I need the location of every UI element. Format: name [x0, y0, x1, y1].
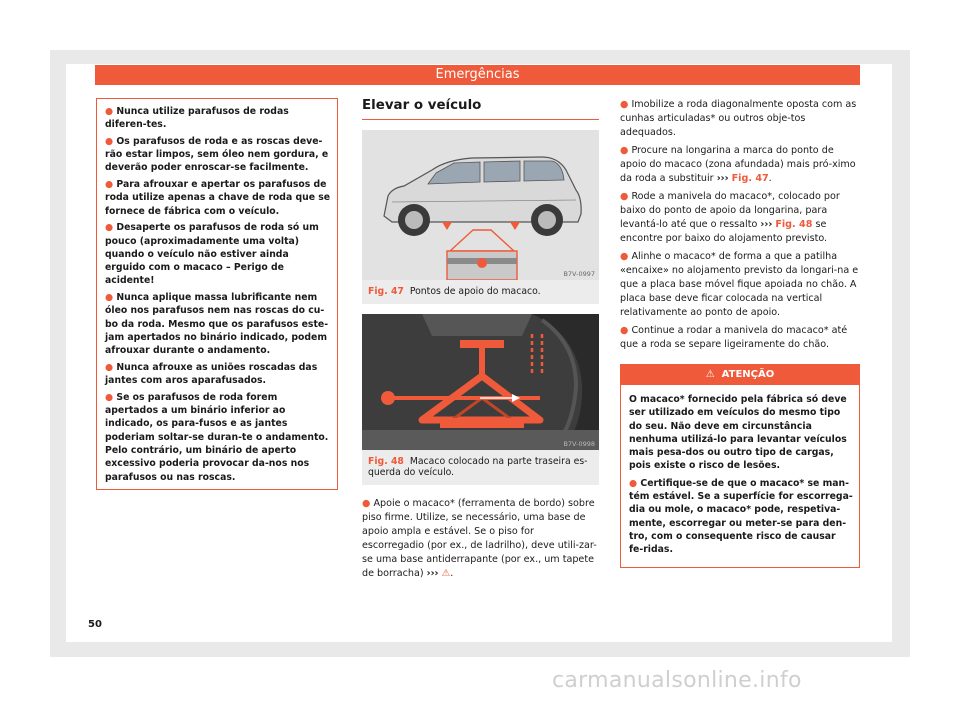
- bullet-icon: ●: [105, 222, 114, 234]
- attention-body: [621, 385, 859, 567]
- warning-item: ● Para afrouxar e apertar os parafusos de roda utilize apenas a chave de roda que se fornece de fábrica com o veículo.: [105, 179, 331, 217]
- attention-box: [620, 364, 860, 568]
- warning-triangle-icon: ⚠: [705, 369, 715, 380]
- car-jack-points-illustration: [362, 130, 599, 280]
- warning-item: ● Desaperte os parafusos de roda só um pouco (aproximadamente uma volta) quando o veículo não estiver ainda erguido com o macaco – Perigo de acidente!: [105, 222, 319, 287]
- figure-label: Fig. 48: [368, 455, 404, 467]
- bullet-icon: ●: [105, 179, 114, 191]
- figure-caption: Fig. 47 Pontos de apoio do macaco.: [368, 286, 541, 297]
- bullet-icon: ●: [620, 251, 629, 262]
- warning-item: ● Os parafusos de roda e as roscas deve-rão estar limpos, sem óleo nem gordura, e deverão poder enroscar-se facilmente.: [105, 135, 329, 174]
- bullet-icon: ●: [629, 477, 638, 489]
- cross-ref-arrows: ›››: [426, 567, 439, 579]
- right-column: [620, 98, 860, 568]
- warning-item: ● Nunca utilize parafusos de rodas diferen-tes.: [105, 106, 289, 131]
- attention-paragraph: O macaco* fornecido pela fábrica só deve ser utilizado em veículos do mesmo tipo do seu. Não deve em circunstância nenhuma utilizá-lo para levantar veículos mais pesa-dos ou outro tipo de cargas, pois existe o risco de lesões.: [629, 394, 847, 472]
- page-number: 50: [88, 619, 102, 630]
- warning-triangle-icon: ⚠: [441, 567, 451, 579]
- watermark: carmanualsonline.info: [552, 668, 802, 693]
- left-warning-box: [96, 98, 338, 490]
- section-title: Elevar o veículo: [362, 98, 599, 120]
- figure-47: [362, 130, 599, 304]
- figure-reference: Fig. 47: [731, 173, 769, 184]
- step-item: ● Alinhe o macaco* de forma a que a patilha «encaixe» no alojamento previsto da longari-na e que a placa base móvel fique apoiada no chão. A placa base deve ficar colocada na vertical relativamente ao ponto de apoio.: [620, 251, 859, 318]
- warning-item: ● Nunca afrouxe as uniões roscadas das jantes com aros aparafusados.: [105, 361, 318, 387]
- step-item: ● Imobilize a roda diagonalmente oposta com as cunhas articuladas* ou outros obje-tos adequados.: [620, 99, 857, 138]
- bullet-icon: ●: [105, 135, 114, 147]
- bullet-icon: ●: [620, 325, 629, 336]
- figure-label: Fig. 47: [368, 286, 404, 297]
- step-item: ● Procure na longarina a marca do ponto de apoio do macaco (zona afundada) mais pró-ximo da roda a substituir ››› Fig. 47.: [620, 145, 856, 184]
- step-apoie-macaco: ● Apoie o macaco* (ferramenta de bordo) sobre piso firme. Utilize, se necessário, uma base de apoio ampla e estável. Se o piso for escorregadio (por ex., de ladrilho), deve utili-zar-se uma base antiderrapante (por ex., um tapete de borracha) ››› ⚠.: [362, 497, 597, 579]
- step-item: ● Rode a manivela do macaco*, colocado por baixo do ponto de apoio da longarina, para levantá-lo até que o ressalto ››› Fig. 48 se encontre por baixo do alojamento previsto.: [620, 191, 840, 244]
- car-illustration-svg: [362, 130, 599, 280]
- cross-ref-arrows: ›››: [716, 173, 729, 184]
- jack-illustration-svg: [362, 314, 599, 450]
- bullet-icon: ●: [105, 361, 114, 373]
- jack-placement-illustration: [362, 314, 599, 450]
- figure-caption: Fig. 48 Macaco colocado na parte traseira es-querda do veículo.: [368, 455, 588, 478]
- cross-ref-arrows: ›››: [760, 219, 773, 230]
- bullet-icon: ●: [105, 106, 114, 117]
- figure-48: [362, 314, 599, 485]
- bullet-icon: ●: [620, 99, 629, 110]
- bullet-icon: ●: [105, 391, 114, 403]
- attention-bullet: ● Certifique-se de que o macaco* se man-tém estável. Se a superfície for escorrega-dia ou mole, o macaco* pode, respetiva-mente, escorregar ou meter-se para den-tro, com o consequente risco de causar fe-ridas.: [629, 477, 853, 556]
- attention-header: ⚠ ATENÇÃO: [621, 365, 859, 385]
- figure-code: B7V-0998: [563, 439, 595, 448]
- bullet-icon: ●: [105, 292, 114, 304]
- step-item: ● Continue a rodar a manivela do macaco* até que a roda se separe ligeiramente do chão.: [620, 325, 848, 350]
- warning-item: ● Nunca aplique massa lubrificante nem óleo nos parafusos nem nas roscas do cu-bo da roda. Mesmo que os parafusos este-jam apertados no binário indicado, podem afrouxar durante o andamento.: [105, 292, 329, 357]
- warning-item: ● Se os parafusos de roda forem apertados a um binário inferior ao indicado, os para-fusos e as jantes poderiam soltar-se duran-te o andamento. Pelo contrário, um binário de aperto excessivo poderia provocar da-nos nos parafusos ou nas roscas.: [105, 391, 329, 483]
- figure-code: B7V-0997: [563, 270, 595, 278]
- bullet-icon: ●: [362, 497, 371, 509]
- middle-column: [362, 98, 599, 581]
- chapter-header: Emergências: [95, 65, 860, 85]
- bullet-icon: ●: [620, 191, 629, 202]
- bullet-icon: ●: [620, 145, 629, 156]
- figure-reference: Fig. 48: [775, 219, 813, 230]
